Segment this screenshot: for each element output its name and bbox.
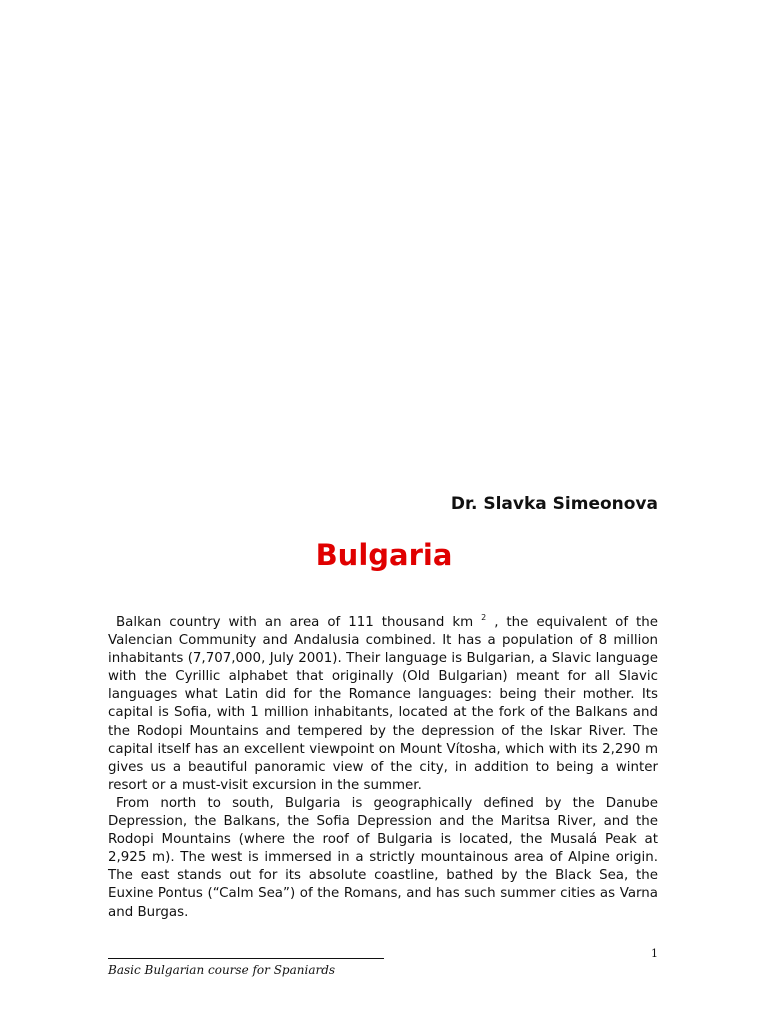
author-name: Dr. Slavka Simeonova — [450, 494, 658, 514]
footer-course-title: Basic Bulgarian course for Spaniards — [108, 963, 336, 977]
paragraph-2: From north to south, Bulgaria is geographically defined by the Danube Depression, the Balkans, the Sofia Depression and the Maritsa River, and the Rodopi Mountains (where the roof of Bulgaria is located, the Musalá Peak at 2,925 m). The west is immersed in a strictly mountainous area of Alpine origin. The east stands out for its absolute coastline, bathed by the Black Sea, the Euxine Pontus (“Calm Sea”) of the Romans, and has such summer cities as Varna and Burgas. — [108, 795, 658, 920]
paragraph-1-rest: , the equivalent of the Valencian Community and Andalusia combined. It has a population of 8 million inhabitants (7,707,000, July 2001). Their language is Bulgarian, a Slavic language with the Cyrillic alphabet that originally (Old Bulgarian) meant for all Slavic languages what Latin did for the Romance languages: being their mother. Its capital is Sofia, with 1 million inhabitants, located at the fork of the Balkans and the Rodopi Mountains and tempered by the depression of the Iskar River. The capital itself has an excellent viewpoint on Mount Vítosha, which with its 2,290 m gives us a beautiful panoramic view of the city, in addition to being a winter resort or a must-visit excursion in the summer. — [108, 615, 658, 793]
document-title: Bulgaria — [315, 538, 453, 572]
page-number: 1 — [651, 947, 658, 960]
paragraph-1 — [108, 614, 658, 795]
paragraph-1-start: Balkan country with an area of 111 thousand km — [116, 615, 474, 630]
footer-divider — [108, 958, 384, 959]
body-text — [108, 614, 658, 922]
superscript-2: 2 — [481, 613, 487, 622]
